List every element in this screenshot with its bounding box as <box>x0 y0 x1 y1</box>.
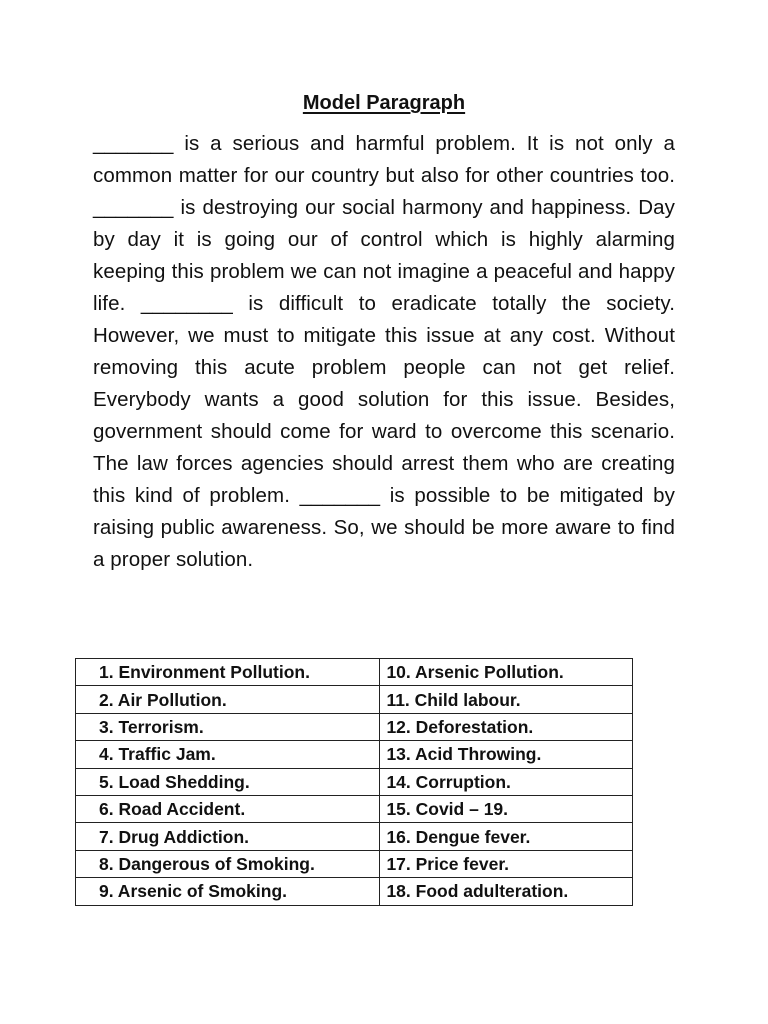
topic-cell: 11. Child labour. <box>380 686 633 713</box>
table-row <box>76 713 633 740</box>
model-paragraph: _______ is a serious and harmful problem. It is not only a common matter for our country but also for other countries too. _______ is destroying our social harmony and happiness. Day by day it is going our of control which is highly alarming keeping this problem we can not imagine a peaceful and happy life. ________ is difficult to eradicate totally the society. However, we must to mitigate this issue at any cost. Without removing this acute problem people can not get relief. Everybody wants a good solution for this issue. Besides, government should come for ward to overcome this scenario. The law forces agencies should arrest them who are creating this kind of problem. _______ is possible to be mitigated by raising public awareness. So, we should be more aware to find a proper solution. <box>93 132 675 571</box>
table-row <box>76 878 633 905</box>
topic-cell: 3. Terrorism. <box>76 713 380 740</box>
topic-cell: 12. Deforestation. <box>380 713 633 740</box>
table-row <box>76 659 633 686</box>
topic-cell: 7. Drug Addiction. <box>76 823 380 850</box>
table-row <box>76 768 633 795</box>
table-row <box>76 795 633 822</box>
topic-cell: 9. Arsenic of Smoking. <box>76 878 380 905</box>
topic-cell: 2. Air Pollution. <box>76 686 380 713</box>
table-row <box>76 741 633 768</box>
topics-table <box>75 658 633 906</box>
table-row <box>76 686 633 713</box>
topic-cell: 1. Environment Pollution. <box>76 659 380 686</box>
topic-cell: 15. Covid – 19. <box>380 795 633 822</box>
page-title: Model Paragraph <box>302 92 466 114</box>
table-row <box>76 850 633 877</box>
topic-cell: 16. Dengue fever. <box>380 823 633 850</box>
table-row <box>76 823 633 850</box>
topic-cell: 4. Traffic Jam. <box>76 741 380 768</box>
topic-cell: 14. Corruption. <box>380 768 633 795</box>
topic-cell: 5. Load Shedding. <box>76 768 380 795</box>
topic-cell: 8. Dangerous of Smoking. <box>76 850 380 877</box>
topic-cell: 10. Arsenic Pollution. <box>380 659 633 686</box>
topic-cell: 17. Price fever. <box>380 850 633 877</box>
topic-cell: 6. Road Accident. <box>76 795 380 822</box>
topic-cell: 13. Acid Throwing. <box>380 741 633 768</box>
topic-cell: 18. Food adulteration. <box>380 878 633 905</box>
